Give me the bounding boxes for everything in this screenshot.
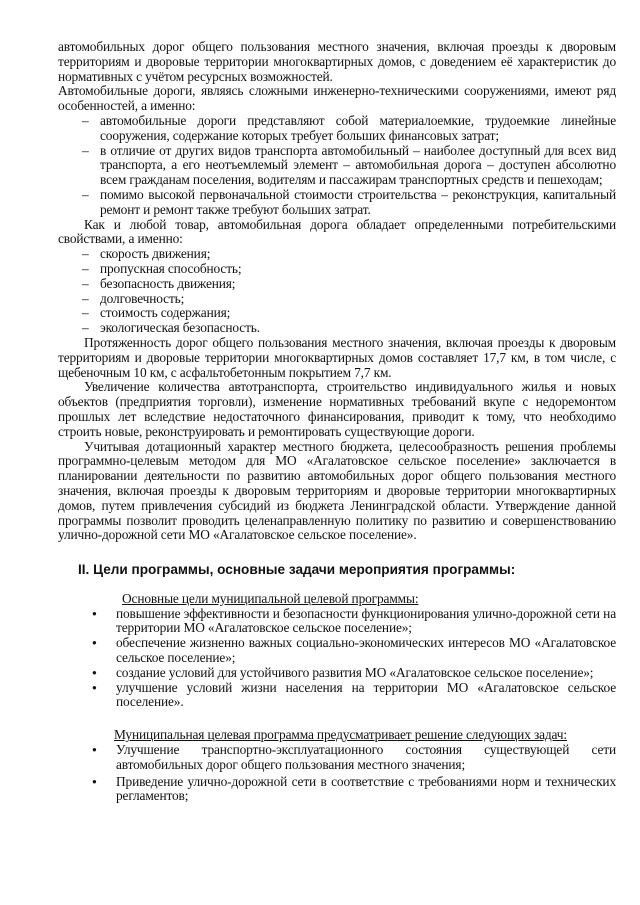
list-item: – помимо высокой первоначальной стоимости строительства – реконструкция, капитальный ремонт и ремонт также требуют больших затрат.	[58, 188, 616, 218]
road-features-list	[58, 114, 616, 218]
list-item: ● обеспечение жизненно важных социально-экономических интересов МО «Агалатовское сельское поселение»;	[78, 636, 616, 666]
list-item: ● повышение эффективности и безопасности функционирования улично-дорожной сети на территории МО «Агалатовское сельское поселение»;	[78, 607, 616, 637]
paragraph-road-length: Протяженность дорог общего пользования местного значения, включая проезды к дворовым территориям и дворовые территории многоквартирных домов составляет 17,7 км, в том числе, с щебеночным 10 км, с асфальтобетонным покрытием 7,7 км.	[58, 334, 616, 380]
list-item: – в отличие от других видов транспорта автомобильный – наиболее доступный для всех вид транспорта, а его неотъемлемый элемент – автомобильная дорога – доступен абсолютно всем гражданам поселения, водителям и пассажирам транспортных средств и пешеходам;	[58, 144, 616, 188]
list-item: ● Приведение улично-дорожной сети в соответствие с требованиями норм и технических регламентов;	[78, 775, 616, 805]
list-item: ● создание условий для устойчивого развития МО «Агалатовское сельское поселение»;	[78, 666, 616, 681]
list-item: ● улучшение условий жизни населения на территории МО «Агалатовское сельское поселение».	[78, 681, 616, 711]
goals-list	[58, 607, 616, 711]
list-item: – скорость движения;	[58, 247, 616, 262]
list-item: ● Улучшение транспортно-эксплуатационного состояния существующей сети автомобильных дорог общего пользования местного значения;	[78, 743, 616, 773]
list-item: – автомобильные дороги представляют собой материалоемкие, трудоемкие линейные сооружения, содержание которых требует больших финансовых затрат;	[58, 114, 616, 144]
list-item: – безопасность движения;	[58, 277, 616, 292]
consumer-properties-list	[58, 247, 616, 336]
tasks-intro-block	[58, 728, 616, 743]
tasks-intro: Муниципальная целевая программа предусматривает решение следующих задач:	[114, 727, 567, 743]
section-heading: II. Цели программы, основные задачи мероприятия программы:	[78, 562, 516, 578]
paragraph-traffic-increase: Увеличение количества автотранспорта, строительство индивидуального жилья и новых объектов (предприятия торговли), изменение нормативных требований вкупе с недоремонтом прошлых лет вследствие недостаточного финансирования, приводит к тому, что необходимо строить новые, реконструировать и ремонтировать существующие дороги.	[58, 379, 616, 439]
goals-title: Основные цели муниципальной целевой программы:	[122, 590, 419, 606]
paragraph-budget: Учитывая дотационный характер местного бюджета, целесообразность решения проблемы программно-целевым методом для МО «Агалатовское сельское поселение» заключается в планировании деятельности по развитию автомобильных дорог общего пользования местного значения, включая проезды к дворовым территориям и дворовые территории многоквартирных домов, путем привлечения субсидий из бюджета Ленинградской области. Утверждение данной программы позволит проводить целенаправленную политику по развитию и совершенствованию улично-дорожной сети МО «Агалатовское сельское поселение».	[58, 438, 616, 543]
goals-title-line	[122, 592, 616, 607]
paragraph-road-features-intro: Автомобильные дороги, являясь сложными инженерно-техническими сооружениями, имеют ряд особенностей, а именно:	[58, 83, 616, 114]
list-item: – долговечность;	[58, 292, 616, 307]
list-item: – пропускная способность;	[58, 262, 616, 277]
paragraph-consumer-properties-intro: Как и любой товар, автомобильная дорога обладает определенными потребительскими свойствами, а именно:	[58, 216, 616, 247]
paragraph-intro-continuation: автомобильных дорог общего пользования местного значения, включая проезды к дворовым территориям и дворовые территории многоквартирных домов, с доведением её характеристик до нормативных с учётом ресурсных возможностей.	[58, 39, 616, 84]
document-page	[58, 40, 616, 806]
list-item: – экологическая безопасность.	[58, 321, 616, 336]
tasks-list	[58, 743, 616, 804]
list-item: – стоимость содержания;	[58, 306, 616, 321]
